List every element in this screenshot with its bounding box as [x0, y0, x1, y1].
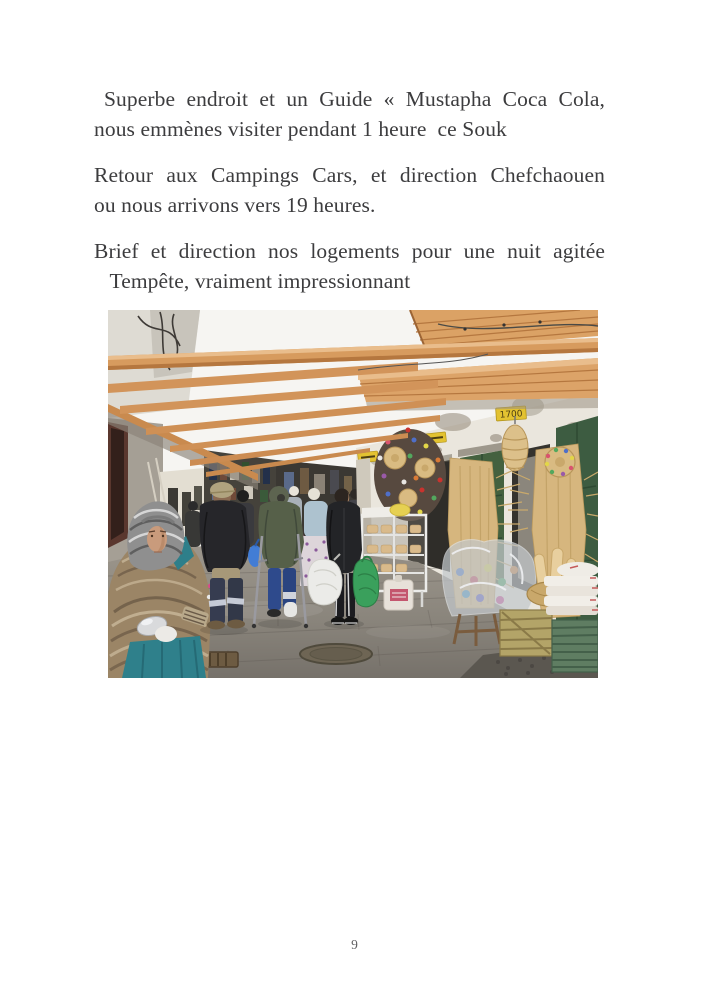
paragraph-line: nous emmènes visiter pendant 1 heure ce Souk: [94, 117, 507, 141]
wooden-crate: [500, 610, 552, 656]
sign-1700: 1700: [499, 409, 523, 421]
souk-photo: [108, 310, 598, 678]
manhole-cover: [300, 644, 372, 664]
souk-photo-illustration: [108, 310, 598, 678]
paragraph-1: [94, 84, 605, 144]
paragraph-line: Superbe endroit et un Guide « Mustapha Coca Cola,: [104, 87, 605, 111]
paragraph-2: [94, 160, 605, 220]
paragraph-line: ou nous arrivons vers 19 heures.: [94, 193, 376, 217]
paragraph-line: Brief et direction nos logements pour une nuit agitée: [94, 239, 605, 263]
page-number: 9: [351, 937, 358, 952]
paragraph-3: [94, 236, 605, 296]
flour-sack: [384, 575, 413, 610]
paragraph-line: Retour aux Campings Cars, et direction Chefchaouen: [94, 163, 605, 187]
paragraph-line: Tempête, vraiment impressionnant: [104, 269, 411, 293]
green-crate: [552, 620, 598, 672]
